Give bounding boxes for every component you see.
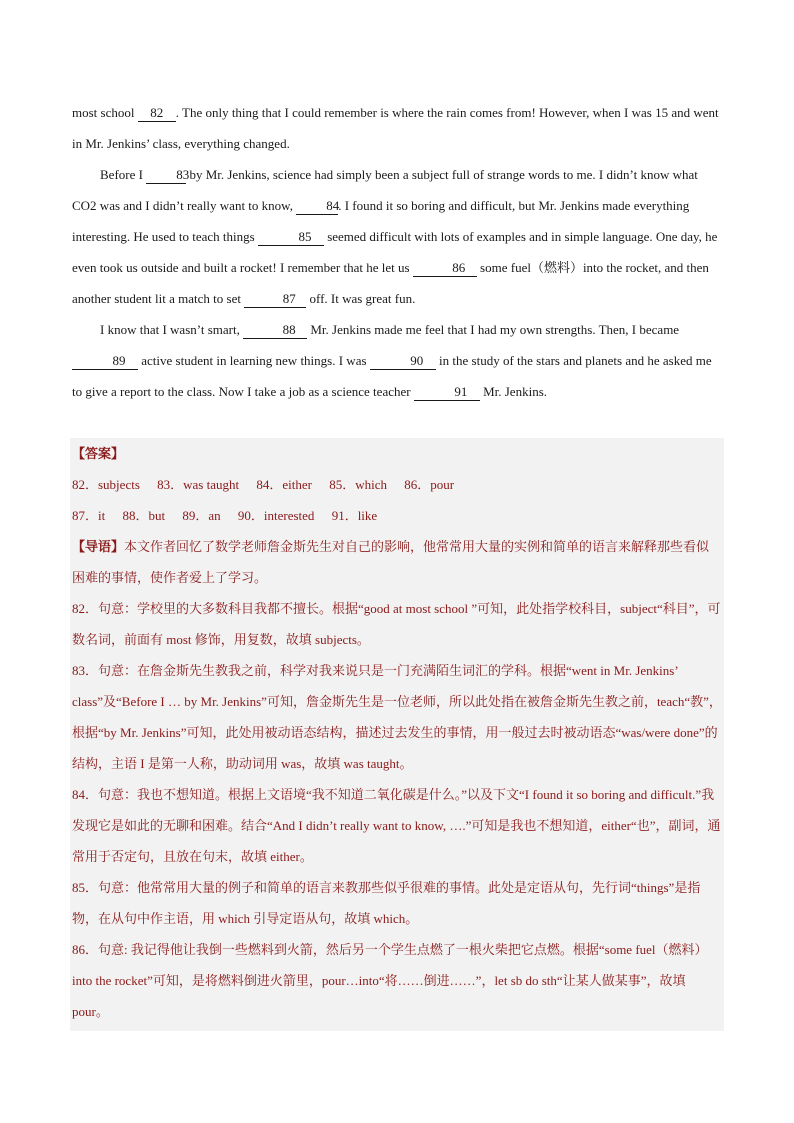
- passage-text: seemed difficult with lots of examples and in simple language. One day, he even took us outside and built a rocket! I remember that he let us: [72, 229, 718, 275]
- answer-82: 82．subjects: [72, 477, 140, 492]
- blank-84: 84: [296, 198, 338, 215]
- passage-text: . I found it so boring and difficult, but Mr. Jenkins made everything interesting. He used to teach things: [72, 198, 690, 244]
- blank-83: 83: [146, 167, 186, 184]
- blank-87: 87: [244, 291, 306, 308]
- answer-86: 86．pour: [404, 477, 455, 492]
- answer-row-1: [72, 469, 722, 500]
- answer-87: 87．it: [72, 508, 106, 523]
- answer-88: 88．but: [122, 508, 166, 523]
- passage-text: Before I: [100, 167, 147, 182]
- answer-90: 90．interested: [237, 508, 315, 523]
- answer-section: [70, 438, 724, 1031]
- answer-84: 84．either: [256, 477, 312, 492]
- explanation-82: 82．句意：学校里的大多数科目我都不擅长。根据“good at most school ”可知，此处指学校科目，subject“科目”，可数名词，前面有 most 修饰，用复数，故填 subjects。: [72, 601, 721, 647]
- explanation-86: 86．句意: 我记得他让我倒一些燃料到火箭，然后另一个学生点燃了一根火柴把它点燃。根据“some fuel（燃料）into the rocket”可知，是将燃料倒进火箭里，pour…into“将……倒进……”，let sb do sth“让某人做某事”，故填 pour。: [72, 942, 708, 1019]
- explanation-84: 84．句意：我也不想知道。根据上文语境“我不知道二氧化碳是什么。”以及下文“I found it so boring and difficult.”我发现它是如此的无聊和困难。结合“And I didn’t really want to know, ….”可知是我也不想知道，either“也”，副词，通常用于否定句，且放在句末，故填 either。: [72, 787, 721, 864]
- passage-text: I know that I wasn’t smart,: [100, 322, 244, 337]
- passage-text: Mr. Jenkins.: [479, 384, 547, 399]
- answer-83: 83．was taught: [157, 477, 240, 492]
- guide-text: 本文作者回忆了数学老师詹金斯先生对自己的影响，他常常用大量的实例和简单的语言来解释那些看似困难的事情，使作者爱上了学习。: [72, 539, 710, 585]
- answer-row-2: [72, 500, 722, 531]
- passage-paragraph-2: [72, 159, 724, 314]
- passage-paragraph-3: [72, 314, 724, 407]
- passage-text: some fuel（燃料）into the rocket, and then another student lit a match to set: [72, 260, 709, 306]
- answer-85: 85．which: [329, 477, 387, 492]
- passage-text: active student in learning new things. I was: [138, 353, 370, 368]
- blank-89: 89: [72, 353, 138, 370]
- answer-91: 91．like: [331, 508, 378, 523]
- passage-text: . The only thing that I could remember is where the rain comes from! However, when I was 15 and went in Mr. Jenkins’ class, everything changed.: [72, 105, 719, 151]
- blank-88: 88: [243, 322, 307, 339]
- blank-90: 90: [370, 353, 436, 370]
- answer-89: 89．an: [182, 508, 221, 523]
- blank-91: 91: [414, 384, 480, 401]
- guide-label: 【导语】: [72, 539, 125, 554]
- blank-85: 85: [258, 229, 324, 246]
- passage-text: by Mr. Jenkins, science had simply been a subject full of strange words to me. I didn’t know what CO2 was and I didn’t really want to know,: [72, 167, 698, 213]
- blank-86: 86: [413, 260, 477, 277]
- guide-paragraph: [72, 531, 722, 593]
- passage-text: off. It was great fun.: [306, 291, 416, 306]
- passage-text: Mr. Jenkins made me feel that I had my own strengths. Then, I became: [307, 322, 680, 337]
- passage-text: in the study of the stars and planets and he asked me to give a report to the class. Now I take a job as a science teacher: [72, 353, 712, 399]
- explanation-83: 83．句意：在詹金斯先生教我之前，科学对我来说只是一门充满陌生词汇的学科。根据“went in Mr. Jenkins’ class”及“Before I … by Mr. Jenkins”可知，詹金斯先生是一位老师，所以此处指在被詹金斯先生教之前，teach“教”，根据“by Mr. Jenkins”可知，此处用被动语态结构，描述过去发生的事情，用一般过去时被动语态“was/were done”的结构，主语 I 是第一人称，助动词用 was，故填 was taught。: [72, 663, 722, 771]
- explanation-85: 85．句意：他常常用大量的例子和简单的语言来教那些似乎很难的事情。此处是定语从句，先行词“things”是指物，在从句中作主语，用 which 引导定语从句，故填 which。: [72, 880, 701, 926]
- cloze-passage: [72, 97, 724, 407]
- passage-text: most school: [72, 105, 138, 120]
- blank-82: 82: [138, 105, 176, 122]
- answer-heading: 【答案】: [72, 446, 125, 461]
- passage-paragraph-1: [72, 97, 724, 159]
